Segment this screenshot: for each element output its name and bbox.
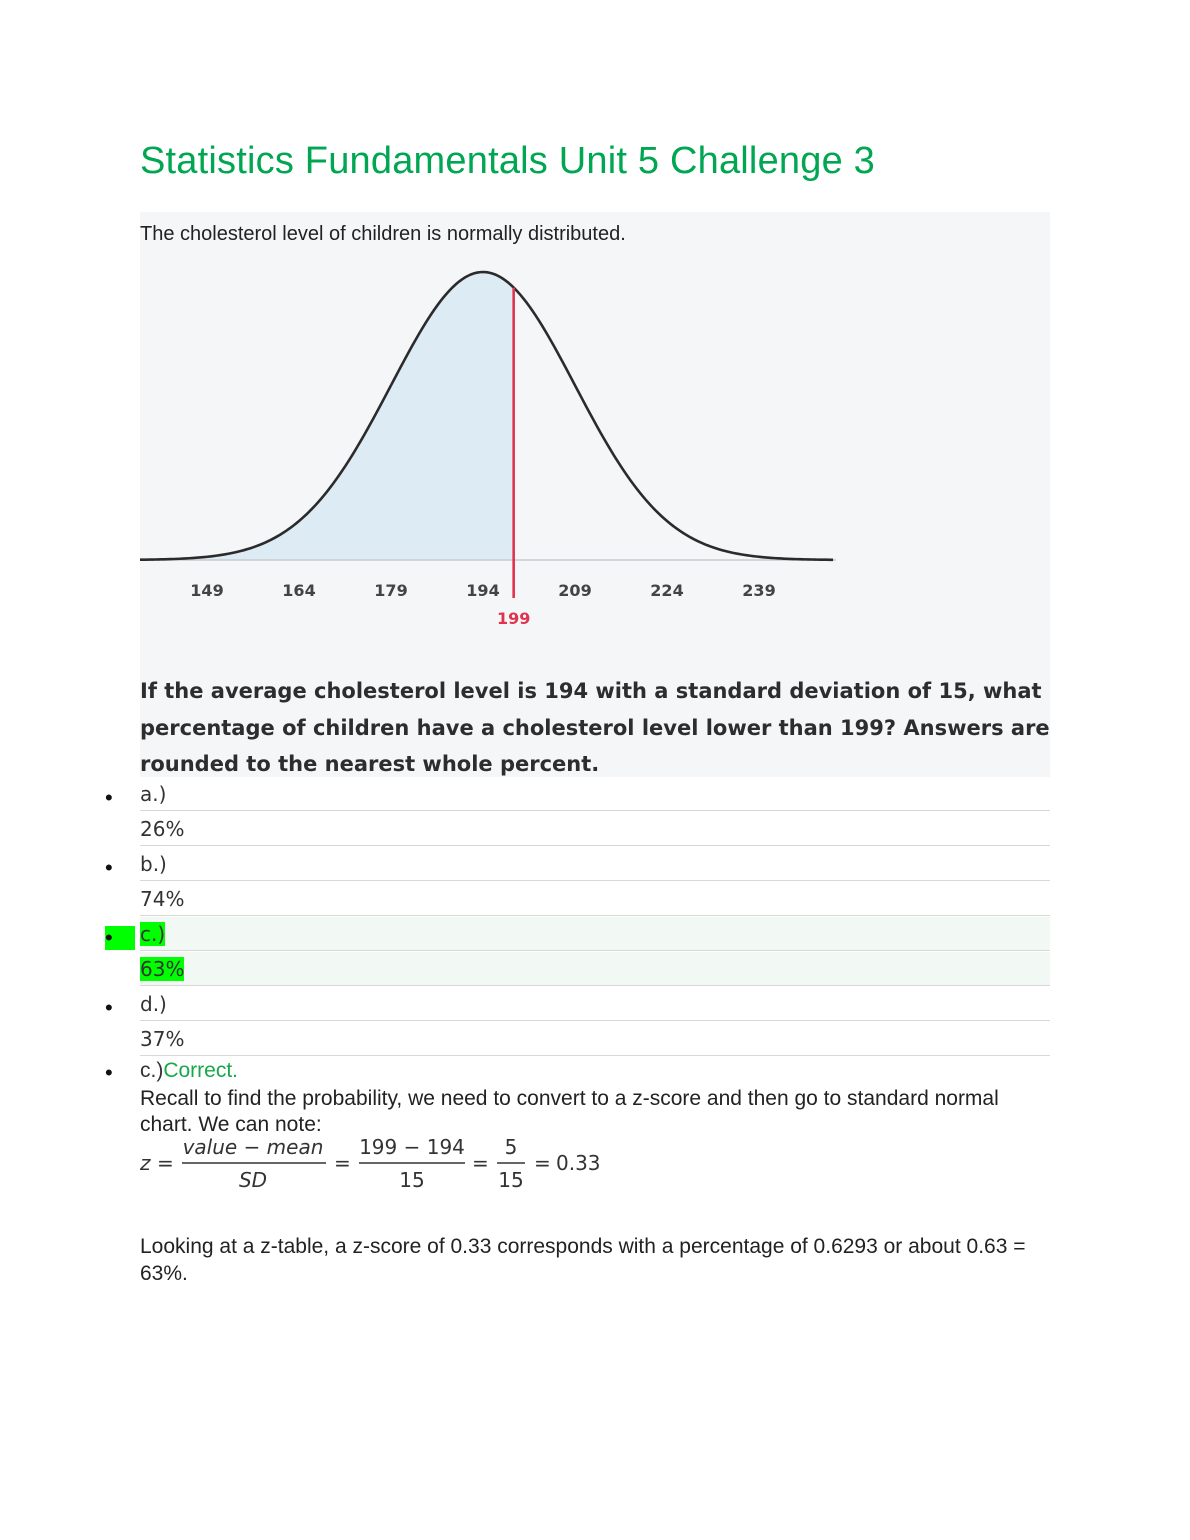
bullet-feedback: • (105, 1060, 113, 1085)
formula-denominator-1: SD (238, 1168, 268, 1192)
option-letter: b.) (140, 852, 167, 876)
x-tick-label: 179 (374, 581, 408, 600)
feedback-heading (140, 1059, 238, 1083)
option-value: 63% (140, 957, 185, 981)
option-c-letter[interactable] (140, 917, 1050, 951)
formula-numerator-1: value − mean (182, 1135, 324, 1159)
bullet-b: • (105, 855, 113, 880)
x-tick-label: 149 (190, 581, 224, 600)
option-d-letter[interactable] (140, 987, 1050, 1021)
z-score-formula (140, 1132, 620, 1194)
formula-equals: = (534, 1151, 551, 1175)
option-a-value[interactable] (140, 812, 1050, 846)
formula-z: z (140, 1151, 151, 1175)
option-b-letter[interactable] (140, 847, 1050, 881)
formula-equals: = (334, 1151, 351, 1175)
x-tick-label: 239 (742, 581, 776, 600)
option-d-value[interactable] (140, 1022, 1050, 1056)
shaded-area (140, 272, 514, 560)
option-value: 74% (140, 887, 185, 911)
option-b-value[interactable] (140, 882, 1050, 916)
option-letter: d.) (140, 992, 167, 1016)
conclusion-text: Looking at a z-table, a z-score of 0.33 corresponds with a percentage of 0.6293 or about 0.63 = 63%. (140, 1235, 1026, 1285)
formula-denominator-3: 15 (498, 1168, 524, 1192)
formula-equals: = (472, 1151, 489, 1175)
bullet-d: • (105, 995, 113, 1020)
feedback-letter: c.) (140, 1059, 164, 1082)
formula-equals: = (157, 1151, 174, 1175)
marker-label: 199 (496, 609, 531, 628)
option-letter: a.) (140, 782, 167, 806)
x-tick-label: 194 (466, 581, 500, 600)
bullet-c: • (105, 926, 135, 950)
explanation-text: Recall to find the probability, we need to convert to a z-score and then go to standard normal chart. We can note: (140, 1087, 999, 1136)
x-tick-label: 224 (650, 581, 684, 600)
formula-result: 0.33 (556, 1151, 601, 1175)
formula-numerator-2: 199 − 194 (359, 1135, 465, 1159)
bullet-a: • (105, 785, 113, 810)
page-title: Statistics Fundamentals Unit 5 Challenge 3 (140, 140, 876, 182)
intro-text: The cholesterol level of children is normally distributed. (140, 223, 626, 245)
formula-denominator-2: 15 (399, 1168, 425, 1192)
option-value: 26% (140, 817, 185, 841)
correct-label: Correct. (163, 1059, 239, 1082)
normal-distribution-chart (140, 262, 840, 642)
option-c-value[interactable] (140, 952, 1050, 986)
formula-numerator-3: 5 (504, 1135, 518, 1159)
option-letter: c.) (140, 922, 166, 946)
option-value: 37% (140, 1027, 185, 1051)
x-tick-label: 164 (282, 581, 316, 600)
option-a-letter[interactable] (140, 777, 1050, 811)
x-tick-label: 209 (558, 581, 592, 600)
question-text: If the average cholesterol level is 194 with a standard deviation of 15, what percentage of children have a cholesterol level lower than 199? Answers are rounded to the nearest whole percent. (140, 679, 1050, 776)
